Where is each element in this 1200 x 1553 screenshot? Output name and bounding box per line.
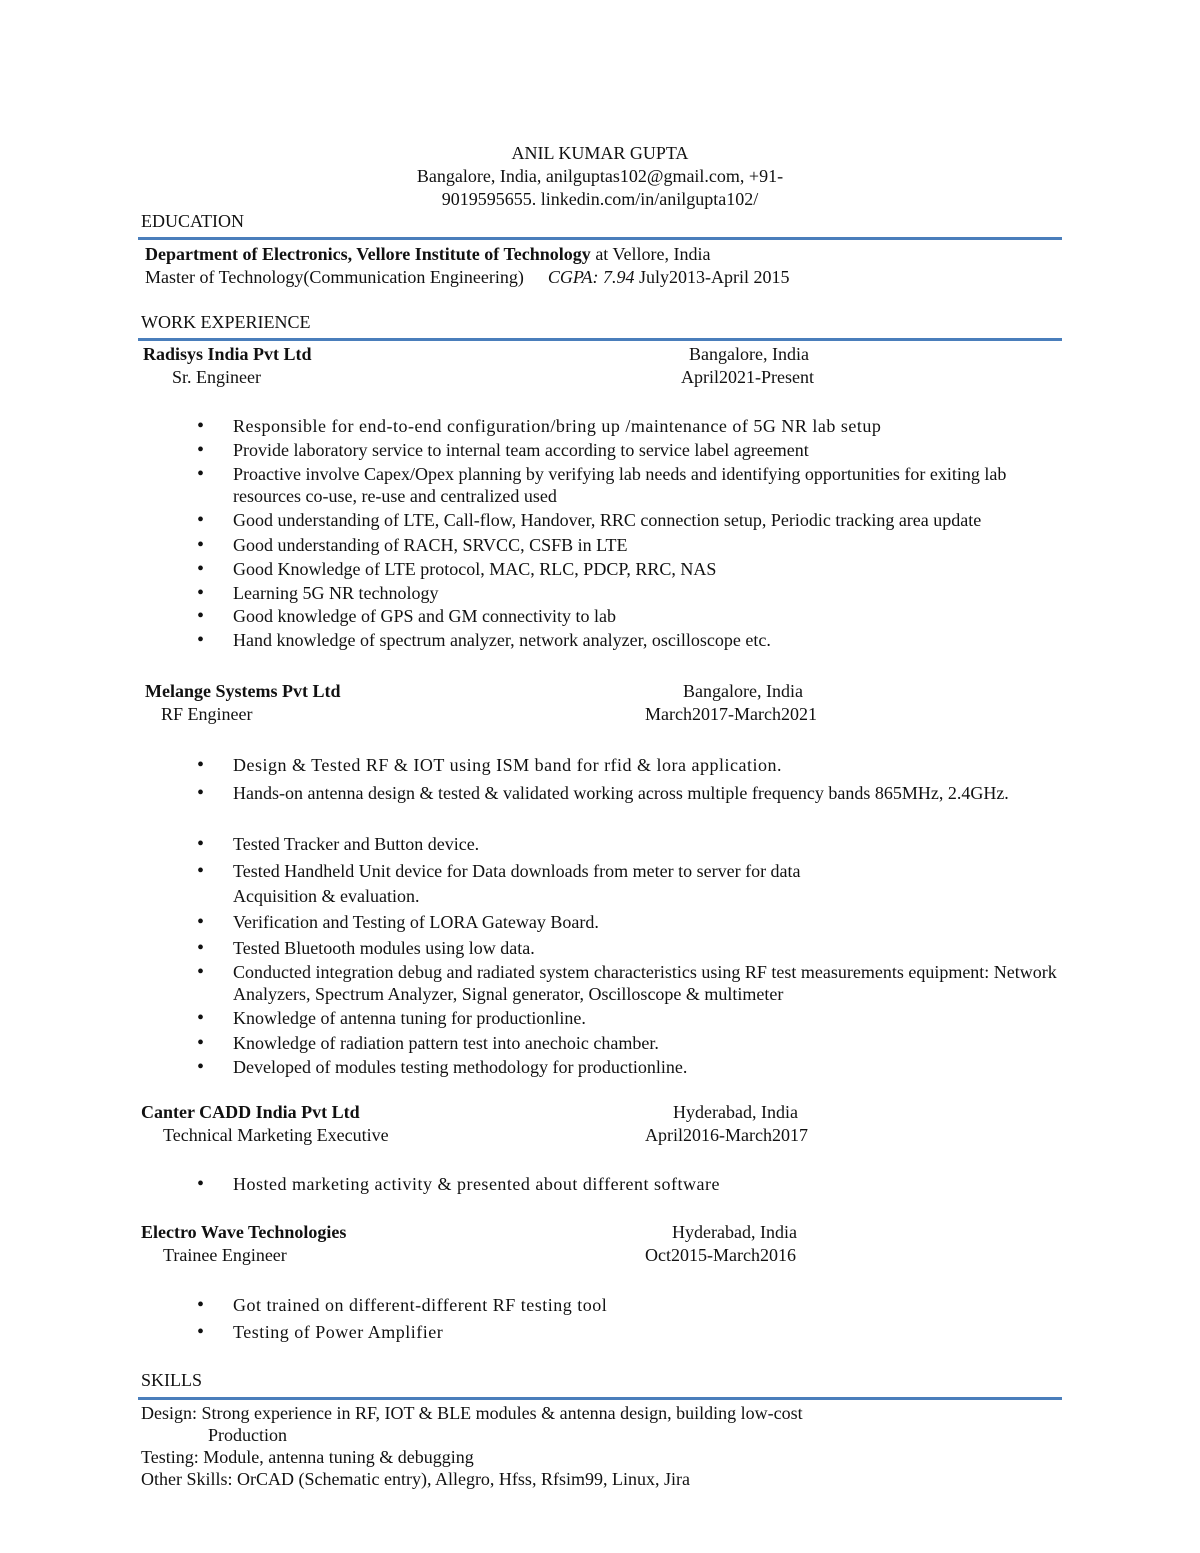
list-item: • Tested Bluetooth modules using low data. [197, 937, 1047, 961]
work-divider [138, 338, 1062, 341]
list-item: • Verification and Testing of LORA Gateway Board. [197, 911, 1047, 937]
education-institution-line [145, 243, 710, 265]
education-dates: July2013-April 2015 [634, 267, 790, 287]
list-item: • Conducted integration debug and radiated system characteristics using RF test measurements equipment: Network Analyzers, Spectrum Analyzer, Signal generator, Oscilloscope & multimeter [197, 961, 1058, 1007]
list-item: • Hosted marketing activity & presented about different software [197, 1173, 1047, 1197]
cgpa: CGPA: 7.94 [547, 267, 635, 287]
job-location: Bangalore, India [683, 681, 803, 701]
list-item: • Hand knowledge of spectrum analyzer, network analyzer, oscilloscope etc. [197, 629, 1077, 653]
candidate-name: ANIL KUMAR GUPTA [511, 143, 689, 163]
skills-design-continued: Production [208, 1425, 287, 1445]
job-location: Hyderabad, India [672, 1222, 797, 1242]
list-item: • Tested Tracker and Button device. [197, 833, 1047, 859]
list-item: • Testing of Power Amplifier [197, 1321, 1047, 1345]
institution-name: Department of Electronics, Vellore Institute of Technology [145, 244, 591, 264]
list-item: • Responsible for end-to-end configuration/bring up /maintenance of 5G NR lab setup [197, 415, 1077, 439]
skills-other: Other Skills: OrCAD (Schematic entry), Allegro, Hfss, Rfsim99, Linux, Jira [141, 1469, 690, 1489]
job-dates: March2017-March2021 [645, 704, 817, 724]
list-item: • Knowledge of antenna tuning for productionline. [197, 1007, 1047, 1032]
list-item: • Knowledge of radiation pattern test into anechoic chamber. [197, 1032, 1047, 1056]
list-item: • Learning 5G NR technology [197, 582, 1077, 605]
job-company: Radisys India Pvt Ltd [143, 344, 312, 364]
job-title: Sr. Engineer [172, 367, 261, 387]
contact-line-2: 9019595655. linkedin.com/in/anilgupta102/ [441, 189, 759, 209]
list-item: • Good understanding of LTE, Call-flow, Handover, RRC connection setup, Periodic tracking area update [197, 509, 1077, 534]
list-item: • Developed of modules testing methodology for productionline. [197, 1056, 1047, 1080]
job-title: Technical Marketing Executive [163, 1125, 389, 1145]
job-dates: Oct2015-March2016 [645, 1245, 796, 1265]
job-location: Bangalore, India [689, 344, 809, 364]
list-item: • Good understanding of RACH, SRVCC, CSFB in LTE [197, 534, 1077, 558]
institution-location: at Vellore, India [590, 244, 711, 264]
job-title: Trainee Engineer [163, 1245, 287, 1265]
list-item: • Hands-on antenna design & tested & validated working across multiple frequency bands 865MHz, 2.4GHz. [197, 781, 1047, 833]
job-bullet-list [197, 415, 1077, 653]
list-item: • Tested Handheld Unit device for Data downloads from meter to server for data Acquisition & evaluation. [197, 859, 853, 911]
job-company: Melange Systems Pvt Ltd [145, 681, 341, 701]
job-company: Electro Wave Technologies [141, 1222, 347, 1242]
job-dates: April2021-Present [681, 367, 814, 387]
contact-line-1: Bangalore, India, anilguptas102@gmail.com, +91- [416, 166, 784, 186]
skills-design: Design: Strong experience in RF, IOT & BLE modules & antenna design, building low-cost [141, 1403, 803, 1423]
list-item: • Proactive involve Capex/Opex planning by verifying lab needs and identifying opportunities for exiting lab resources co-use, re-use and centralized used [197, 463, 1077, 509]
job-title: RF Engineer [161, 704, 253, 724]
skills-divider [138, 1397, 1062, 1400]
job-location: Hyderabad, India [673, 1102, 798, 1122]
work-heading: WORK EXPERIENCE [141, 312, 311, 332]
list-item: • Got trained on different-different RF testing tool [197, 1294, 1047, 1321]
job-bullet-list [197, 1294, 1047, 1345]
degree: Master of Technology(Communication Engineering) [145, 267, 524, 287]
list-item: • Design & Tested RF & IOT using ISM band for rfid & lora application. [197, 754, 1047, 781]
skills-testing: Testing: Module, antenna tuning & debugging [141, 1447, 474, 1467]
list-item: • Good Knowledge of LTE protocol, MAC, RLC, PDCP, RRC, NAS [197, 558, 1077, 582]
job-company: Canter CADD India Pvt Ltd [141, 1102, 360, 1122]
job-bullet-list [197, 754, 1057, 1080]
job-dates: April2016-March2017 [645, 1125, 808, 1145]
list-item: • Good knowledge of GPS and GM connectivity to lab [197, 605, 1077, 629]
education-divider [138, 237, 1062, 240]
education-heading: EDUCATION [141, 211, 244, 231]
list-item: • Provide laboratory service to internal team according to service label agreement [197, 439, 1077, 463]
job-bullet-list [197, 1173, 1047, 1197]
skills-heading: SKILLS [141, 1370, 203, 1390]
education-degree-line [145, 266, 790, 288]
